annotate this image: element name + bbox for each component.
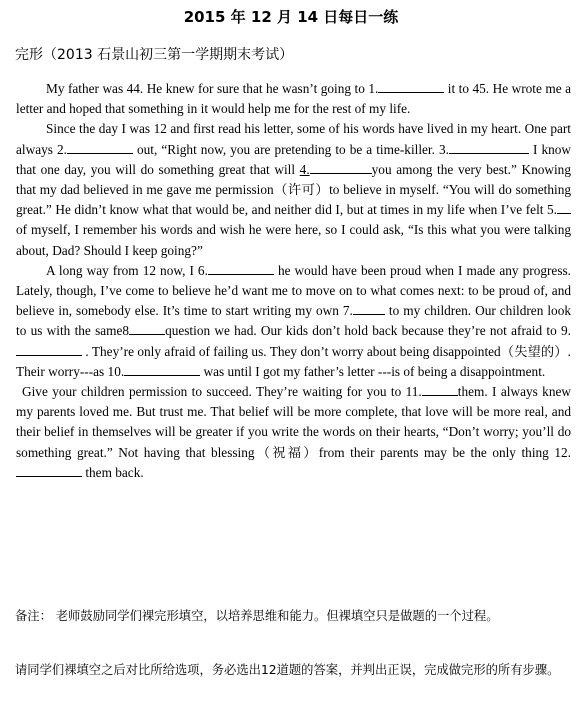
- paragraph-4: [16, 382, 571, 483]
- answer-blank-6[interactable]: [208, 262, 274, 275]
- blank-number-4: 4.: [299, 161, 310, 177]
- passage-text: Since the day I was 12 and first read his letter, some of his words have lived in my heart. One part always 2.: [16, 121, 571, 157]
- passage-text: I know that one day, you will do something great that will: [16, 141, 571, 177]
- answer-blank-10[interactable]: [124, 363, 200, 376]
- passage-text: . They’re only afraid of failing us. They don’t worry about being disappointed（失望的）. Their worry---as 10.: [16, 343, 571, 379]
- answer-blank-4[interactable]: [310, 161, 372, 174]
- passage-text: Give your children permission to succeed. They’re waiting for you to 11.: [22, 384, 422, 400]
- passage-text: to my children. Our children look to us with the same8: [16, 303, 571, 339]
- passage-text: out, “Right now, you are pretending to be a time-killer. 3.: [132, 141, 449, 157]
- answer-blank-1[interactable]: [378, 80, 444, 93]
- answer-blank-12[interactable]: [16, 464, 82, 477]
- passage-text: A long way from 12 now, I 6.: [46, 262, 208, 278]
- answer-blank-2[interactable]: [67, 141, 133, 154]
- paragraph-2: [16, 119, 571, 260]
- passage-text: it to 45. He wrote me a letter and hoped that something in it would help me for the rest of my life.: [16, 81, 571, 117]
- paragraph-1: [16, 79, 571, 119]
- answer-blank-5[interactable]: [557, 201, 571, 214]
- cloze-passage: [16, 79, 571, 483]
- answer-blank-9[interactable]: [16, 343, 82, 356]
- answer-blank-8[interactable]: [129, 322, 165, 335]
- page-title: 2015 年 12 月 14 日每日一练: [183, 8, 399, 26]
- passage-text: was until I got my father’s letter ---is of being a disappointment.: [200, 363, 546, 379]
- answer-blank-11[interactable]: [422, 383, 458, 396]
- passage-text: he would have been proud when I made any progress. Lately, though, I’ve come to believe he’d want me to move on to what comes next: to be proud of, and believe in, somebody else. It’s time to start writing my own 7.: [16, 262, 571, 319]
- passage-text: question we had. Our kids don’t hold back because they’re not afraid to 9.: [165, 323, 571, 339]
- paragraph-3: [16, 261, 571, 382]
- passage-text: them. I always knew my parents loved me. But trust me. That belief will be more complete, that love will be more real, and their belief in themselves will be greater if you write the words on their hearts, “Don’t worry; you’ll do something great.” Not having that blessing（祝福）from their parents may be the only thing 12.: [16, 384, 571, 460]
- instruction-note: 请同学们裸填空之后对比所给选项，务必选出12道题的答案，并判出正误，完成做完形的所有步骤。: [15, 663, 560, 677]
- passage-text: My father was 44. He knew for sure that he wasn’t going to 1.: [46, 81, 379, 96]
- answer-blank-7[interactable]: [353, 302, 385, 315]
- teacher-note: 备注： 老师鼓励同学们裸完形填空，以培养思维和能力。但裸填空只是做题的一个过程。: [15, 609, 499, 623]
- section-label: 完形（2013 石景山初三第一学期期末考试）: [15, 47, 294, 63]
- answer-blank-3[interactable]: [449, 141, 529, 154]
- passage-text: of myself, I remember his words and wish he were here, so I could ask, “Is this what you were talking about, Dad? Should I keep going?”: [16, 222, 571, 258]
- passage-text: them back.: [82, 464, 144, 480]
- passage-text: you among the very best.” Knowing that my dad believed in me gave me permission（许可）to believe in myself. “You will do something great.” He didn’t know what that would be, and neither did I, but at times in my life when I’ve felt 5.: [16, 161, 571, 218]
